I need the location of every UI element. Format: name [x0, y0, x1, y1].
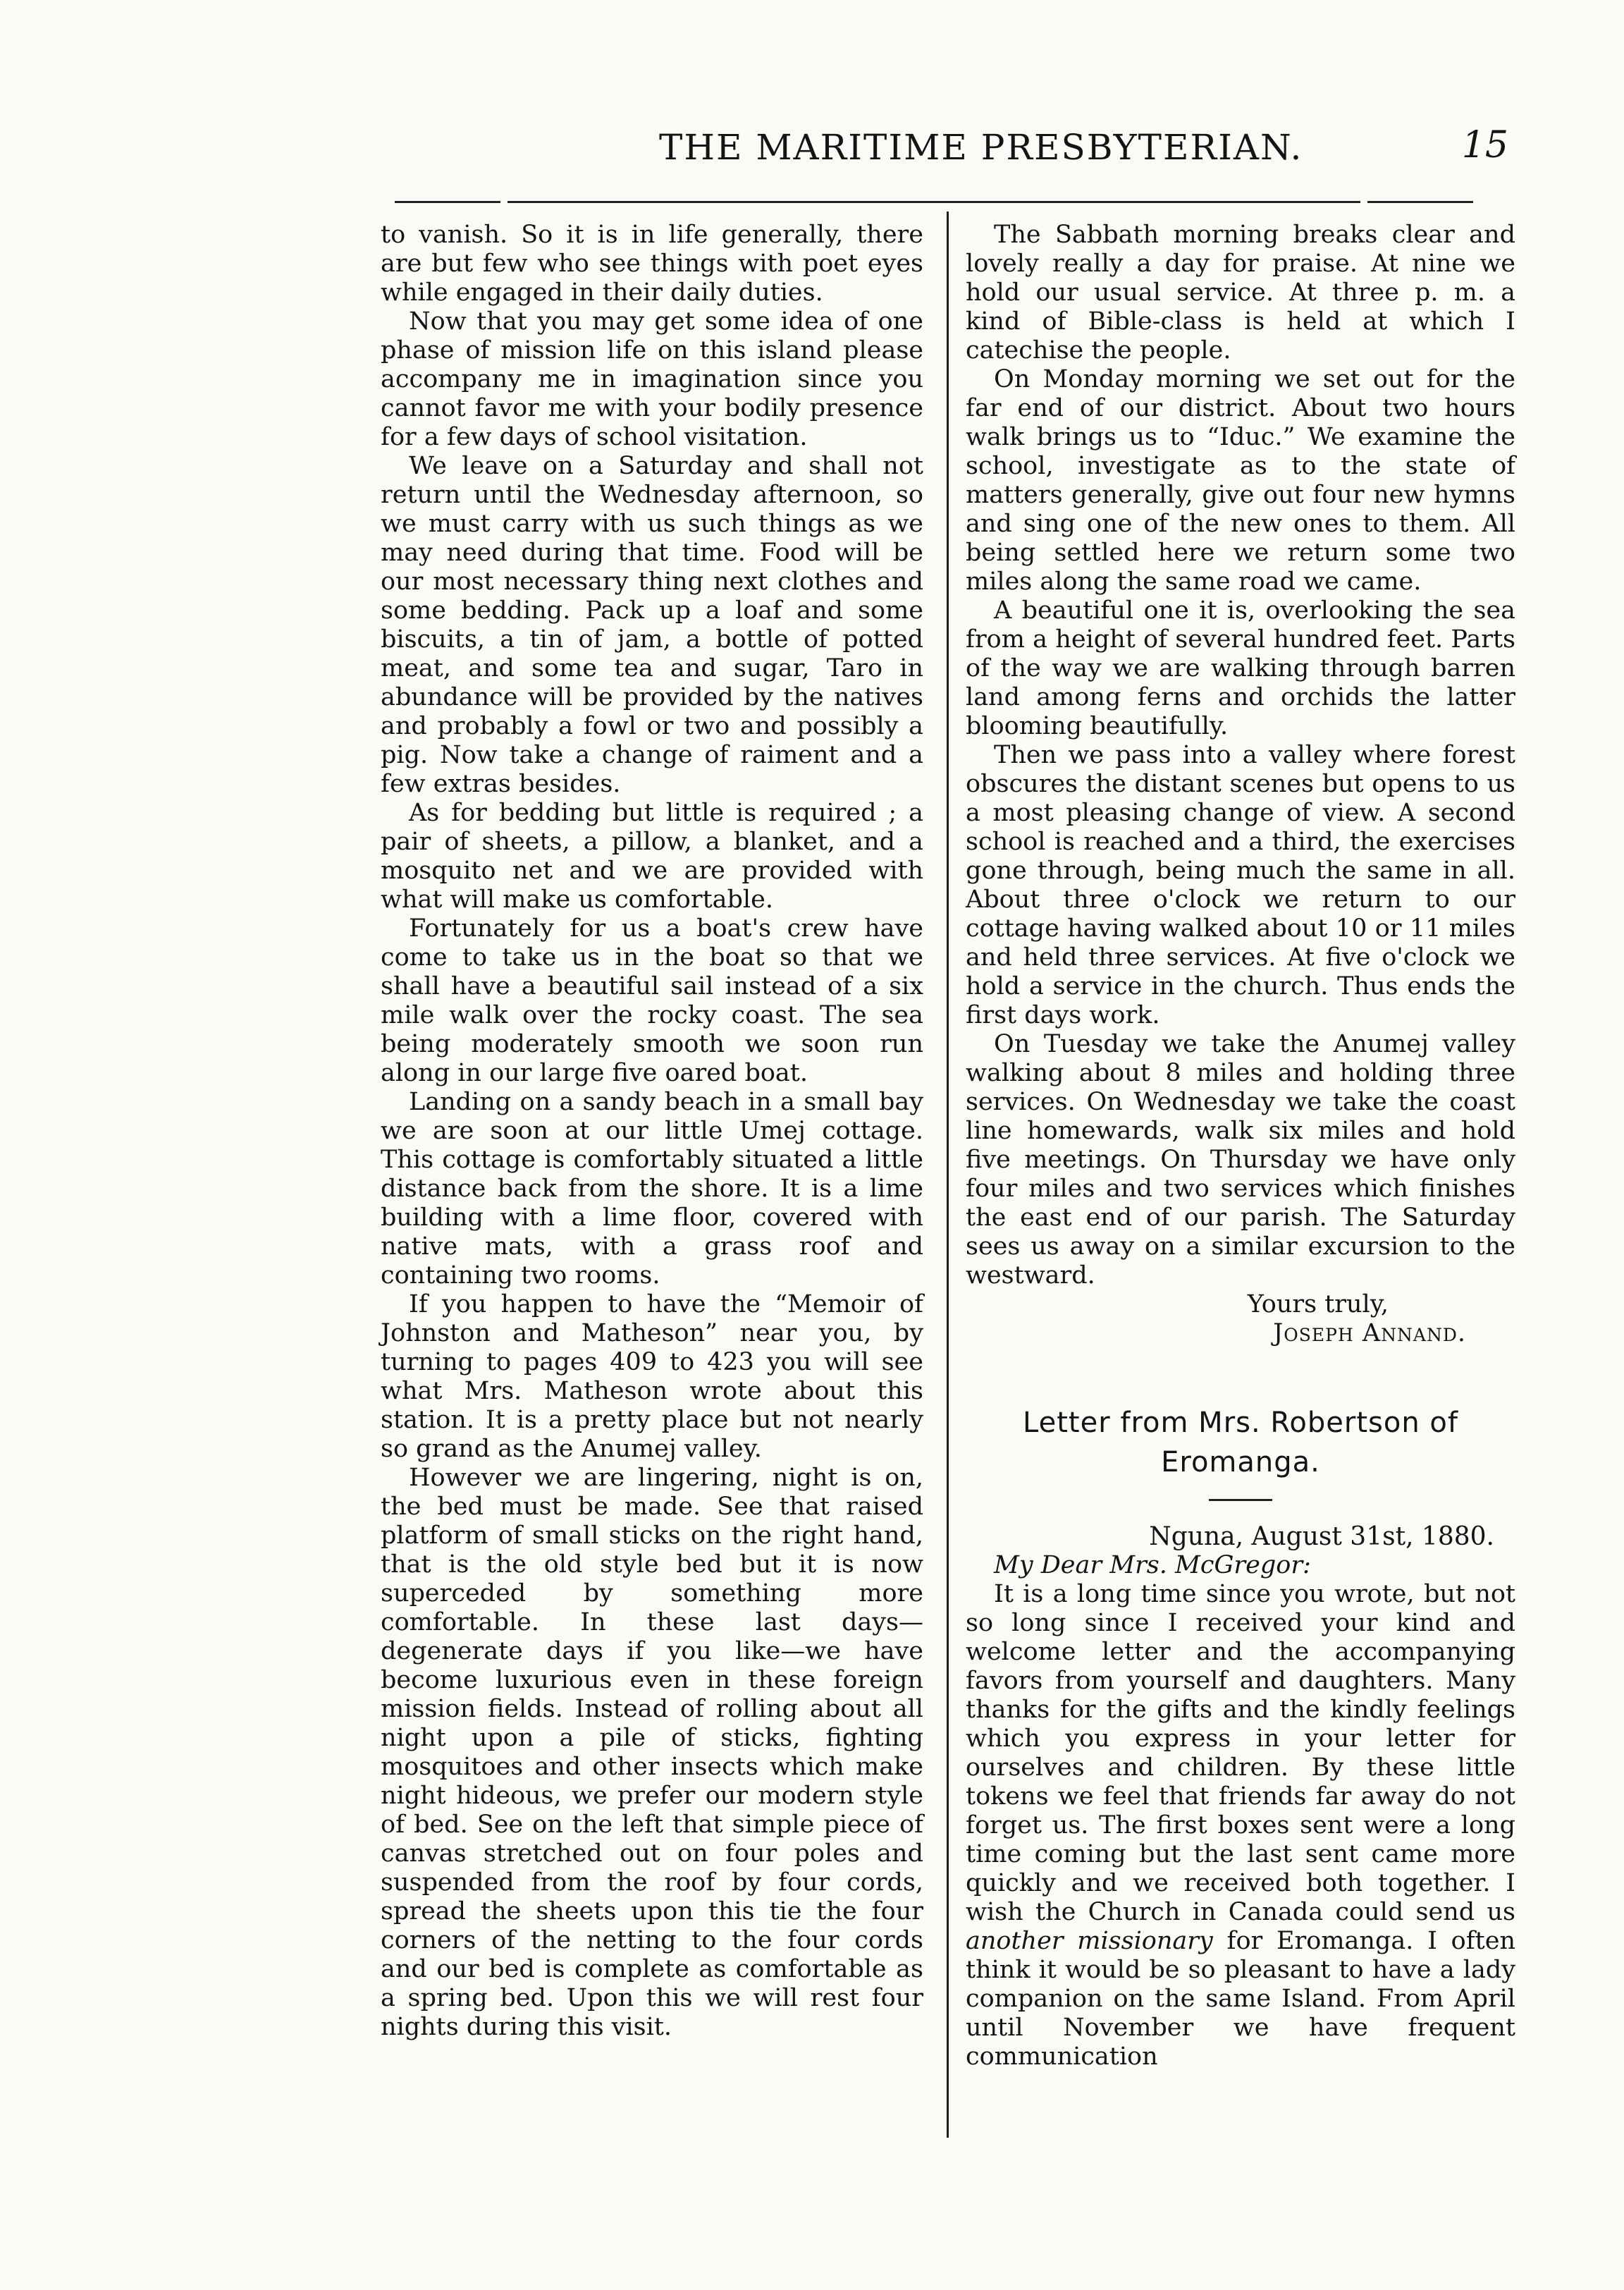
letter-text: It is a long time since you wrote, but not so long since I received your kind and welcome letter and the accompanying favors from yourself and daughters. Many thanks for the gifts and the kindly feelings which you express in your letter for ourselves and children. By these little tokens we feel that friends far away do not forget us. The first boxes sent were a long time coming but the last sent came more quickly and we received both together. I wish the Church in Canada could send us [966, 1580, 1515, 1926]
paragraph: Now that you may get some idea of one phase of mission life on this island please accompany me in imagination since you cannot favor me with your bodily presence for a few days of school visitation. [381, 307, 923, 451]
page-number: 15 [1461, 124, 1508, 166]
paragraph: On Tuesday we take the Anumej valley walking about 8 miles and holding three services. On Wednesday we take the coast line homewards, walk six miles and hold five meetings. On Thursday we have only four miles and two services which finishes the east end of our parish. The Saturday sees us away on a similar excursion to the westward. [966, 1030, 1515, 1290]
letter-emphasis: another missionary [966, 1927, 1213, 1955]
letter-salutation: My Dear Mrs. McGregor: [994, 1551, 1311, 1579]
right-column [966, 221, 1515, 2071]
paragraph: Fortunately for us a boat's crew have come to take us in the boat so that we shall have a beautiful sail instead of a six mile walk over the rocky coast. The sea being moderately smooth we soon run along in our large five oared boat. [381, 914, 923, 1087]
letter-text: for Eromanga. I often think it would be so pleasant to have a lady companion on the same Island. From April until November we have frequent communication [966, 1927, 1516, 2071]
heading-rule [1209, 1499, 1272, 1501]
paragraph: The Sabbath morning breaks clear and lovely really a day for praise. At nine we hold our usual service. At three p. m. a kind of Bible-class is held at which I catechise the people. [966, 221, 1515, 365]
article-heading: Letter from Mrs. Robertson of Eromanga. [1023, 1407, 1458, 1478]
letter-dateline: Nguna, August 31st, 1880. [1149, 1522, 1494, 1551]
paragraph: As for bedding but little is required ; a pair of sheets, a pillow, a blanket, and a mosquito net and we are provided with what will make us comfortable. [381, 799, 923, 914]
letter-closing: Yours truly, [1247, 1290, 1389, 1318]
paragraph: However we are lingering, night is on, the bed must be made. See that raised platform of small sticks on the right hand, that is the old style bed but it is now superceded by something more comfortable. In these last days—degenerate days if you like—we have become luxurious even in these foreign mission fields. Instead of rolling about all night upon a pile of sticks, fighting mosquitoes and other insects which make night hideous, we prefer our modern style of bed. See on the left that simple piece of canvas stretched out on four poles and suspended from the roof by four cords, spread the sheets upon this tie the four corners of the netting to the four cords and our bed is complete as comfortable as a spring bed. Upon this we will rest four nights during this visit. [381, 1464, 923, 2041]
page-header [381, 124, 1508, 183]
header-rule [395, 201, 1473, 203]
paragraph: to vanish. So it is in life generally, there are but few who see things with poet eyes while engaged in their daily duties. [381, 221, 923, 307]
paragraph: On Monday morning we set out for the far end of our district. About two hours walk brings us to “Iduc.” We examine the school, investigate as to the state of matters generally, give out four new hymns and sing one of the new ones to them. All being settled here we return some two miles along the same road we came. [966, 365, 1515, 596]
left-column [381, 221, 923, 2042]
paragraph: Then we pass into a valley where forest obscures the distant scenes but opens to us a most pleasing change of view. A second school is reached and a third, the exercises gone through, being much the same in all. About three o'clock we return to our cottage having walked about 10 or 11 miles and held three services. At five o'clock we hold a service in the church. Thus ends the first days work. [966, 741, 1515, 1029]
header-rule-gap-right [1360, 201, 1367, 203]
publication-title: THE MARITIME PRESBYTERIAN. [659, 127, 1303, 168]
column-divider [947, 212, 949, 2138]
paragraph: We leave on a Saturday and shall not return until the Wednesday afternoon, so we must carry with us such things as we may need during that time. Food will be our most necessary thing next clothes and some bedding. Pack up a loaf and some biscuits, a tin of jam, a bottle of potted meat, and some tea and sugar, Taro in abundance will be provided by the natives and probably a fowl or two and possibly a pig. Now take a change of raiment and a few extras besides. [381, 452, 923, 798]
paragraph: If you happen to have the “Memoir of Johnston and Matheson” near you, by turning to pages 409 to 423 you will see what Mrs. Matheson wrote about this station. It is a pretty place but not nearly so grand as the Anumej valley. [381, 1290, 923, 1463]
letter-signature: Joseph Annand. [1273, 1319, 1466, 1347]
paragraph: A beautiful one it is, overlooking the sea from a height of several hundred feet. Parts of the way we are walking through barren land among ferns and orchids the latter blooming beautifully. [966, 596, 1515, 740]
header-rule-gap-left [500, 201, 508, 203]
letter-paragraph [966, 1580, 1515, 2071]
paragraph: Landing on a sandy beach in a small bay we are soon at our little Umej cottage. This cottage is comfortably situated a little distance back from the shore. It is a lime building with a lime floor, covered with native mats, with a grass roof and containing two rooms. [381, 1088, 923, 1290]
